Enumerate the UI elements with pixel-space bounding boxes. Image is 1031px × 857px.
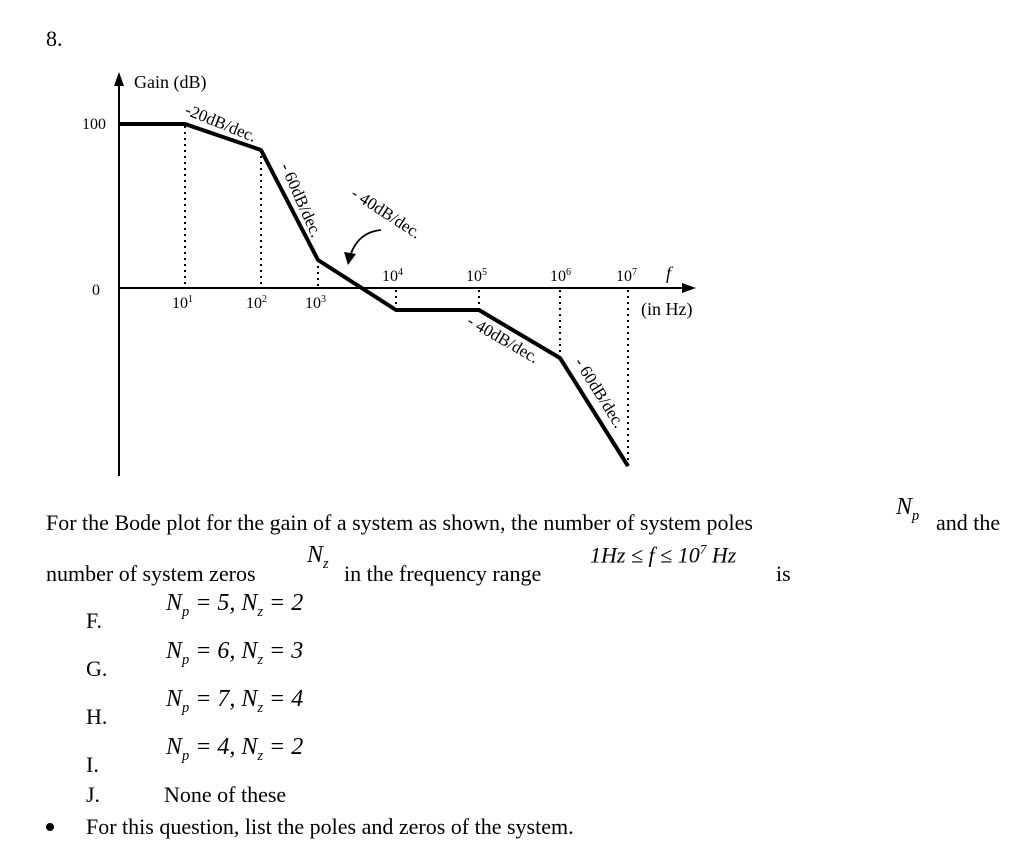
slope-label-3: - 40dB/dec. xyxy=(347,183,425,243)
option-expr-i[interactable]: $N_p = 4$, $N_z = 2$ xyxy=(166,734,304,764)
x-tick-10-1: $10^1$ xyxy=(172,294,193,312)
x-tick-10-2: $10^2$ xyxy=(246,294,267,312)
y-axis-label: Gain (dB) xyxy=(134,72,207,92)
nz-symbol: $N_z$ xyxy=(307,542,329,572)
slope-label-5: - 60dB/dec. xyxy=(570,354,629,432)
bode-plot xyxy=(0,60,720,480)
np-symbol: $N_p$ xyxy=(896,494,920,524)
x-axis-arrow xyxy=(682,283,696,293)
option-letter-g: G. xyxy=(86,656,108,681)
option-letter-h: H. xyxy=(86,704,108,729)
y-tick-0: 0 xyxy=(92,282,100,299)
x-tick-10-7: $10^7$ xyxy=(616,267,637,285)
pointer-arrow-head xyxy=(344,252,356,265)
gain-curve xyxy=(119,124,628,466)
slope-label-2: - 60dB/dec. xyxy=(276,159,326,241)
y-tick-100: 100 xyxy=(82,116,106,133)
x-tick-10-3: $10^3$ xyxy=(305,294,326,312)
pointer-arrow xyxy=(350,230,381,256)
question-number: 8. xyxy=(46,26,63,51)
frequency-range-expr: $1Hz \le f \le 10^7$ Hz xyxy=(590,542,737,568)
option-expr-h[interactable]: $N_p = 7$, $N_z = 4$ xyxy=(166,686,304,716)
x-tick-10-4: $10^4$ xyxy=(382,267,403,285)
x-unit-label: (in Hz) xyxy=(641,299,693,319)
y-axis-arrow xyxy=(114,72,124,86)
x-tick-10-6: $10^6$ xyxy=(550,267,571,285)
x-axis-symbol: f xyxy=(666,263,672,283)
option-expr-f[interactable]: $N_p = 5$, $N_z = 2$ xyxy=(166,590,304,620)
question-text-line2: number of system zeros xyxy=(46,561,256,586)
option-expr-g[interactable]: $N_p = 6$, $N_z = 3$ xyxy=(166,638,304,668)
question-text-and: and the xyxy=(936,510,1001,535)
option-letter-i: I. xyxy=(86,752,99,777)
slope-label-4: - 40dB/dec. xyxy=(464,311,543,368)
option-letter-j: J. xyxy=(86,782,101,807)
question-text-range: in the frequency range xyxy=(344,561,542,586)
slope-label-1: -20dB/dec. xyxy=(182,100,260,146)
question-text-is: is xyxy=(776,561,791,586)
option-text-j[interactable]: None of these xyxy=(164,782,287,807)
question-text-line1: For the Bode plot for the gain of a system as shown, the number of system poles xyxy=(46,510,753,535)
bullet-dot xyxy=(46,823,54,831)
bullet-text: For this question, list the poles and zeros of the system. xyxy=(86,814,574,839)
option-letter-f: F. xyxy=(86,608,102,633)
x-tick-10-5: $10^5$ xyxy=(466,267,487,285)
